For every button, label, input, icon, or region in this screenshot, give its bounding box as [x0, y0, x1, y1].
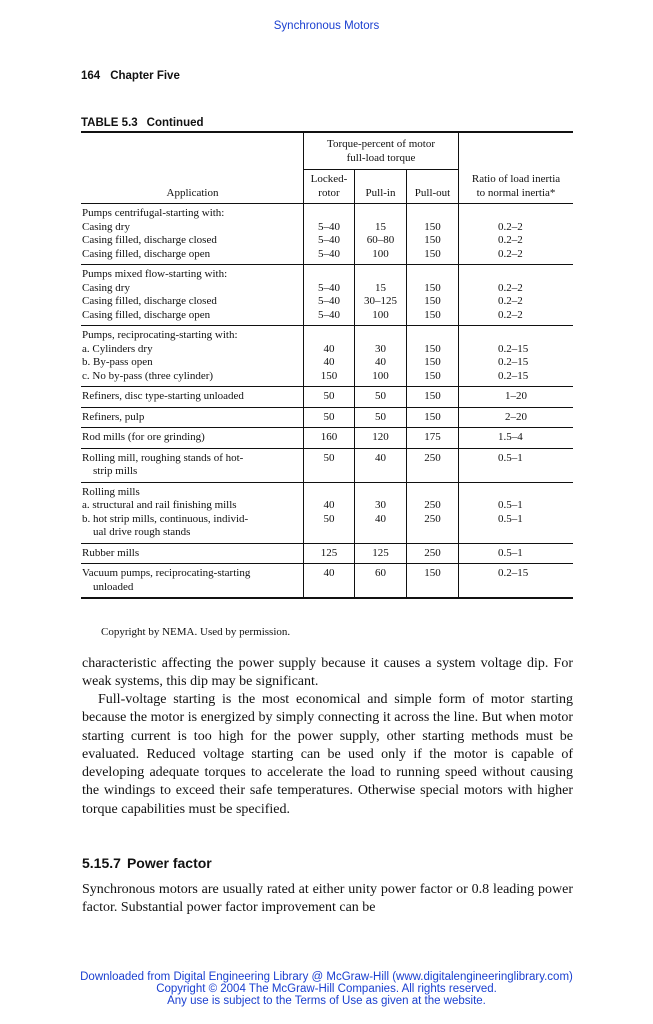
ratio-cell-line: 0.5–1: [498, 512, 523, 525]
pull-out-cell: [407, 265, 459, 326]
pull-in-cell-line: 100: [372, 247, 389, 260]
paragraph-1: characteristic affecting the power supply because it causes a system voltage dip. For weak systems, this dip may be significant.: [82, 656, 573, 690]
locked-rotor-cell-line: 50: [323, 390, 335, 402]
pull-in-cell-line: 60–80: [366, 234, 395, 246]
locked-rotor-cell-line: 40: [323, 342, 335, 355]
locked-rotor-cell-line: 40: [323, 499, 335, 511]
locked-rotor-cell: [304, 326, 355, 387]
application-cell-line: Pumps centrifugal-starting with:: [82, 207, 225, 219]
application-cell-line: a. Cylinders dry: [82, 342, 153, 355]
pull-in-cell: [355, 204, 407, 265]
ratio-cell-line: 0.2–2: [498, 281, 523, 294]
ratio-cell: [459, 387, 574, 408]
pull-out-cell-line: 150: [424, 410, 441, 423]
pull-out-cell: [407, 564, 459, 599]
application-cell-line: Rolling mill, roughing stands of hot-: [82, 451, 244, 464]
ratio-cell-line: 0.2–2: [498, 220, 523, 233]
application-cell: [81, 265, 304, 326]
table-row: [81, 204, 573, 265]
pull-out-cell-line: [407, 207, 458, 221]
application-cell-line: Pumps, reciprocating-starting with:: [82, 329, 238, 341]
locked-rotor-cell: [304, 482, 355, 543]
ratio-cell-line: [498, 465, 573, 479]
locked-rotor-cell-line: 160: [320, 431, 338, 443]
pull-out-cell-line: 150: [424, 281, 441, 294]
locked-rotor-cell-line: 5–40: [318, 247, 340, 260]
ratio-cell: [459, 326, 574, 387]
table-label: TABLE 5.3: [81, 117, 138, 129]
application-cell-line: Refiners, disc type-starting unloaded: [82, 390, 244, 402]
pull-in-cell-line: [355, 329, 406, 343]
locked-rotor-cell-line: [304, 329, 354, 343]
application-cell-line: Rubber mills: [82, 546, 140, 559]
ratio-cell-line: 0.2–2: [498, 234, 523, 246]
application-cell-line: Casing dry: [82, 281, 130, 294]
pull-in-cell-line: [355, 581, 406, 595]
application-cell-line: c. No by-pass (three cylinder): [82, 369, 214, 382]
section-title: Power factor: [126, 855, 212, 871]
locked-rotor-cell-line: 5–40: [318, 295, 340, 307]
pull-out-cell-line: [407, 465, 458, 479]
locked-rotor-cell-line: [304, 581, 354, 595]
pull-out-cell-line: 150: [424, 295, 441, 307]
application-cell-line: Casing dry: [82, 220, 130, 233]
pull-out-cell: [407, 326, 459, 387]
pull-out-cell: [407, 543, 459, 564]
locked-rotor-cell: [304, 543, 355, 564]
pull-out-cell-line: 150: [424, 342, 441, 355]
ratio-cell-line: 0.5–1: [498, 546, 523, 559]
torque-group-header: [304, 132, 459, 170]
application-cell-line: Casing filled, discharge open: [82, 308, 211, 321]
locked-rotor-header: [304, 170, 355, 204]
application-cell: [81, 564, 304, 599]
ratio-cell: [459, 448, 574, 482]
application-cell-line: unloaded: [93, 580, 134, 593]
pull-in-cell: [355, 407, 407, 428]
locked-rotor-cell-line: [304, 207, 354, 221]
pull-in-cell-line: [355, 486, 406, 500]
application-cell-line: a. structural and rail finishing mills: [82, 499, 237, 511]
chapter-header: [81, 70, 190, 82]
locked-rotor-cell: [304, 387, 355, 408]
ratio-cell: [459, 543, 574, 564]
application-cell-line: Rolling mills: [82, 485, 140, 498]
pull-out-cell-line: 150: [424, 369, 441, 382]
locked-rotor-cell: [304, 428, 355, 449]
pull-in-cell: [355, 428, 407, 449]
application-cell: [81, 428, 304, 449]
table-row: [81, 564, 573, 599]
application-cell-line: Pumps mixed flow-starting with:: [82, 268, 228, 280]
ratio-cell-line: 0.5–1: [498, 451, 523, 464]
pull-out-cell: [407, 204, 459, 265]
application-cell-line: b. By-pass open: [82, 356, 153, 368]
ratio-cell-line: 1–20: [505, 390, 527, 402]
ratio-cell-line: [498, 207, 573, 221]
pull-out-cell-line: 150: [424, 308, 441, 321]
pull-in-cell-line: [355, 268, 406, 282]
ratio-cell-line: 1.5–4: [498, 431, 523, 443]
footer-line-1[interactable]: Downloaded from Digital Engineering Library @ McGraw-Hill (www.digitalengineeringlibrary.com): [80, 971, 573, 983]
ratio-cell-line: 2–20: [505, 410, 527, 423]
pull-out-cell: [407, 448, 459, 482]
table-row: [81, 326, 573, 387]
section-number: 5.15.7: [82, 855, 121, 871]
pull-out-cell-line: 150: [424, 247, 441, 260]
pull-out-cell: [407, 428, 459, 449]
locked-rotor-cell: [304, 564, 355, 599]
section-heading: [82, 855, 218, 871]
application-cell-line: ual drive rough stands: [93, 526, 191, 538]
locked-rotor-cell-line: 5–40: [318, 308, 340, 321]
ratio-header: [459, 170, 574, 204]
pull-in-cell: [355, 265, 407, 326]
table-footnote: Copyright by NEMA. Used by permission.: [101, 626, 291, 638]
pull-in-cell: [355, 387, 407, 408]
locked-rotor-cell-line: 5–40: [318, 220, 340, 233]
pull-in-cell-line: 50: [375, 410, 386, 423]
table-header-row-2: [81, 170, 573, 204]
pull-out-cell-line: 150: [424, 567, 441, 579]
locked-rotor-cell: [304, 448, 355, 482]
locked-rotor-cell-line: 40: [323, 567, 335, 579]
ratio-cell-line: 0.2–15: [498, 342, 529, 355]
locked-rotor-cell-line: 150: [320, 369, 338, 382]
pull-out-cell-line: [407, 486, 458, 500]
pull-out-cell-line: [407, 526, 458, 540]
pull-out-cell: [407, 407, 459, 428]
application-cell-line: strip mills: [93, 465, 138, 477]
application-header: Application: [81, 170, 304, 204]
pull-in-cell-line: 100: [372, 369, 389, 382]
locked-rotor-cell: [304, 265, 355, 326]
ratio-header-line2: to normal inertia*: [476, 186, 556, 199]
pull-in-cell-line: 125: [372, 546, 389, 559]
locked-rotor-cell: [304, 407, 355, 428]
table-row: [81, 482, 573, 543]
table-header-row-1: [81, 132, 573, 170]
pull-in-cell-line: 100: [372, 308, 389, 321]
pull-in-cell: [355, 543, 407, 564]
pull-in-cell-line: [355, 465, 406, 479]
pull-out-cell-line: 250: [424, 451, 441, 464]
application-cell: [81, 448, 304, 482]
application-cell: [81, 387, 304, 408]
pull-in-cell: [355, 482, 407, 543]
motor-torque-table: [81, 131, 573, 599]
ratio-cell-line: 0.2–15: [498, 567, 529, 579]
ratio-cell-line: [498, 581, 573, 595]
table-row: [81, 265, 573, 326]
application-cell-line: Vacuum pumps, reciprocating-starting: [82, 567, 251, 579]
pull-in-cell-line: 40: [375, 356, 386, 368]
pull-in-cell-line: [355, 207, 406, 221]
ratio-cell: [459, 482, 574, 543]
locked-rotor-cell-line: 50: [323, 512, 335, 525]
pull-out-cell-line: 250: [424, 546, 441, 559]
pull-out-cell-line: 175: [424, 431, 441, 443]
ratio-cell: [459, 204, 574, 265]
pull-in-cell: [355, 326, 407, 387]
pull-in-cell-line: 50: [375, 390, 386, 402]
ratio-cell-line: 0.2–2: [498, 308, 523, 321]
pull-out-header: Pull-out: [407, 170, 459, 204]
application-cell: [81, 543, 304, 564]
ratio-cell-line: [498, 268, 573, 282]
pull-in-cell: [355, 564, 407, 599]
ratio-cell: [459, 564, 574, 599]
locked-rotor-cell-line: 40: [323, 356, 335, 368]
locked-rotor-cell-line: [304, 268, 354, 282]
pull-out-cell-line: 250: [424, 499, 441, 511]
locked-rotor-header-line2: rotor: [318, 186, 340, 199]
pull-out-cell-line: 150: [424, 234, 441, 246]
locked-rotor-cell-line: [304, 465, 354, 479]
table-caption: [81, 117, 213, 129]
ratio-cell-line: 0.5–1: [498, 499, 523, 511]
application-cell: [81, 326, 304, 387]
table-row: [81, 543, 573, 564]
ratio-cell: [459, 407, 574, 428]
table-row: [81, 448, 573, 482]
locked-rotor-cell-line: [304, 486, 354, 500]
pull-in-cell-line: 15: [375, 281, 386, 294]
ratio-cell-line: [498, 329, 573, 343]
ratio-cell-line: [498, 526, 573, 540]
paragraph-2: Full-voltage starting is the most economical and simple form of motor starting because the motor is energized by simply connecting it across the line. But when motor starting current is too high for the power supply, other starting methods must be evaluated. Reduced voltage starting can be used only if the motor is capable of developing adequate torques to accelerate the load to running speed without causing the windings to exceed their safe temperatures. Otherwise special motors with higher torque capabilities must be specified.: [82, 692, 573, 817]
table-row: [81, 407, 573, 428]
pull-in-header: Pull-in: [355, 170, 407, 204]
application-cell-line: Casing filled, discharge closed: [82, 295, 217, 307]
running-head: Synchronous Motors: [273, 20, 380, 32]
ratio-header-line1: Ratio of load inertia: [471, 173, 561, 185]
locked-rotor-header-line1: Locked-: [310, 173, 348, 185]
application-cell-line: b. hot strip mills, continuous, individ-: [82, 512, 249, 525]
pull-out-cell-line: 150: [424, 356, 441, 368]
ratio-cell-line: [498, 486, 573, 500]
locked-rotor-cell-line: 50: [323, 451, 335, 464]
pull-out-cell-line: 150: [424, 220, 441, 233]
pull-in-cell-line: 30: [375, 342, 386, 355]
torque-group-header-line2: full-load torque: [346, 151, 416, 164]
pull-in-cell-line: 40: [375, 451, 386, 464]
table-row: [81, 387, 573, 408]
paragraph-3: Synchronous motors are usually rated at either unity power factor or 0.8 leading power factor. Substantial power factor improvement can be: [82, 882, 573, 916]
application-cell: [81, 482, 304, 543]
application-cell-line: Casing filled, discharge closed: [82, 234, 217, 246]
ratio-cell: [459, 428, 574, 449]
footer-line-2: Copyright © 2004 The McGraw-Hill Companies. All rights reserved.: [156, 983, 497, 995]
pull-in-cell-line: [355, 526, 406, 540]
pull-out-cell: [407, 482, 459, 543]
application-cell: [81, 407, 304, 428]
chapter-title: Chapter Five: [110, 70, 180, 82]
application-cell-line: Refiners, pulp: [82, 410, 145, 423]
table-caption-text: Continued: [146, 117, 204, 129]
page-footer: [0, 971, 653, 1007]
ratio-cell-line: 0.2–2: [498, 247, 523, 260]
pull-in-cell: [355, 448, 407, 482]
ratio-cell: [459, 265, 574, 326]
pull-out-cell: [407, 387, 459, 408]
pull-out-cell-line: 250: [424, 512, 441, 525]
pull-in-cell-line: 60: [375, 567, 386, 579]
ratio-cell-line: 0.2–15: [498, 356, 529, 368]
pull-out-cell-line: [407, 581, 458, 595]
pull-in-cell-line: 120: [372, 431, 389, 443]
application-cell: [81, 204, 304, 265]
ratio-cell-line: 0.2–15: [498, 369, 529, 382]
locked-rotor-cell: [304, 204, 355, 265]
page-number: 164: [81, 70, 101, 82]
locked-rotor-cell-line: 5–40: [318, 281, 340, 294]
footer-line-3: Any use is subject to the Terms of Use as given at the website.: [167, 995, 486, 1007]
locked-rotor-cell-line: 125: [320, 546, 338, 559]
table-row: [81, 428, 573, 449]
ratio-cell-line: 0.2–2: [498, 295, 523, 307]
pull-in-cell-line: 40: [375, 512, 386, 525]
pull-in-cell-line: 30: [375, 499, 386, 511]
locked-rotor-cell-line: 50: [323, 410, 335, 423]
locked-rotor-cell-line: [304, 526, 354, 540]
pull-out-cell-line: [407, 268, 458, 282]
pull-in-cell-line: 15: [375, 220, 386, 233]
application-cell-line: Casing filled, discharge open: [82, 247, 211, 260]
pull-in-cell-line: 30–125: [364, 295, 397, 307]
locked-rotor-cell-line: 5–40: [318, 234, 340, 246]
torque-group-header-line1: Torque-percent of motor: [327, 138, 435, 150]
pull-out-cell-line: 150: [424, 390, 441, 402]
application-cell-line: Rod mills (for ore grinding): [82, 431, 205, 443]
pull-out-cell-line: [407, 329, 458, 343]
